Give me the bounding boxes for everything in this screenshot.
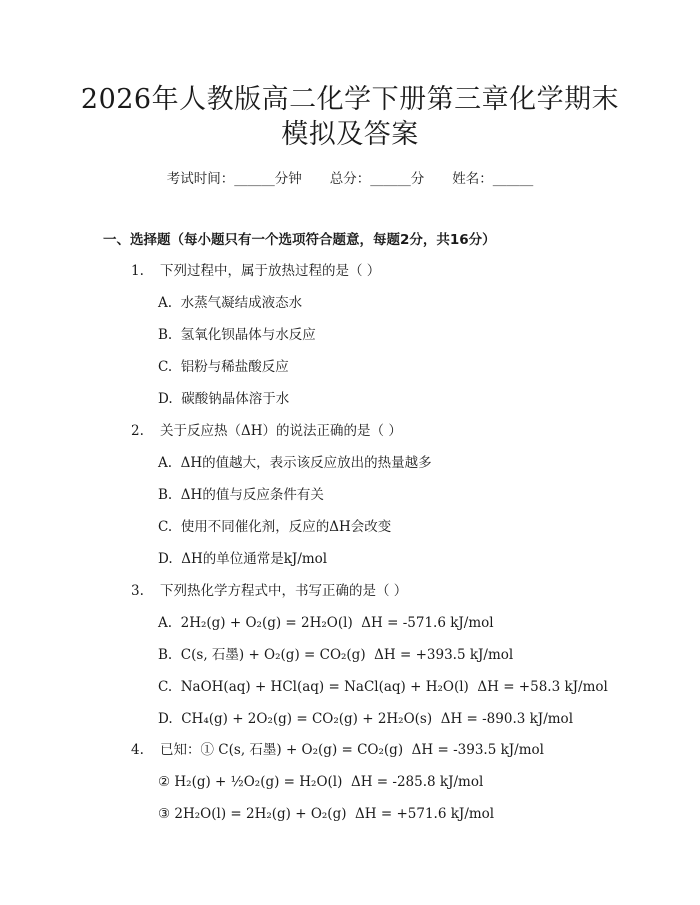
page-title-line1: 2026年人教版高二化学下册第三章化学期末: [80, 84, 620, 115]
option-d: D. ΔH的单位通常是kJ/mol: [158, 551, 328, 567]
option-c: C. 铝粉与稀盐酸反应: [158, 359, 289, 375]
option-c: C. NaOH(aq) + HCl(aq) = NaCl(aq) + H₂O(l) ΔH = +58.3 kJ/mol: [158, 679, 608, 695]
option-b: B. C(s, 石墨) + O₂(g) = CO₂(g) ΔH = +393.5 kJ/mol: [158, 647, 514, 663]
question-number: 2.: [131, 423, 144, 439]
exam-time-field: 考试时间：______分钟: [166, 171, 302, 187]
question-text: 已知：① C(s, 石墨) + O₂(g) = CO₂(g) ΔH = -393.5 kJ/mol: [160, 742, 544, 758]
page-title-line2: 模拟及答案: [281, 119, 419, 150]
question-text: 下列热化学方程式中，书写正确的是（ ）: [160, 583, 408, 599]
option-c: C. 使用不同催化剂，反应的ΔH会改变: [158, 519, 392, 535]
name-field: 姓名：______: [452, 171, 534, 187]
given-equation-2: ② H₂(g) + ½O₂(g) = H₂O(l) ΔH = -285.8 kJ/mol: [158, 774, 484, 790]
option-a: A. 2H₂(g) + O₂(g) = 2H₂O(l) ΔH = -571.6 kJ/mol: [158, 615, 494, 631]
option-d: D. 碳酸钠晶体溶于水: [158, 391, 290, 407]
given-equation-3: ③ 2H₂O(l) = 2H₂(g) + O₂(g) ΔH = +571.6 kJ/mol: [158, 806, 495, 822]
question-text: 关于反应热（ΔH）的说法正确的是（ ）: [160, 423, 402, 439]
question-number: 3.: [131, 583, 144, 599]
option-b: B. 氢氧化钡晶体与水反应: [158, 327, 316, 343]
question-number: 4.: [131, 742, 144, 758]
question-number: 1.: [131, 263, 144, 279]
option-d: D. CH₄(g) + 2O₂(g) = CO₂(g) + 2H₂O(s) ΔH = -890.3 kJ/mol: [158, 711, 574, 727]
option-b: B. ΔH的值与反应条件有关: [158, 487, 324, 503]
section-heading: 一、选择题（每小题只有一个选项符合题意，每题2分，共16分）: [103, 232, 496, 248]
option-a: A. 水蒸气凝结成液态水: [158, 295, 303, 311]
question-text: 下列过程中，属于放热过程的是（ ）: [160, 263, 381, 279]
total-score-field: 总分：______分: [329, 171, 425, 187]
option-a: A. ΔH的值越大，表示该反应放出的热量越多: [158, 455, 432, 471]
exam-info: [0, 169, 700, 189]
